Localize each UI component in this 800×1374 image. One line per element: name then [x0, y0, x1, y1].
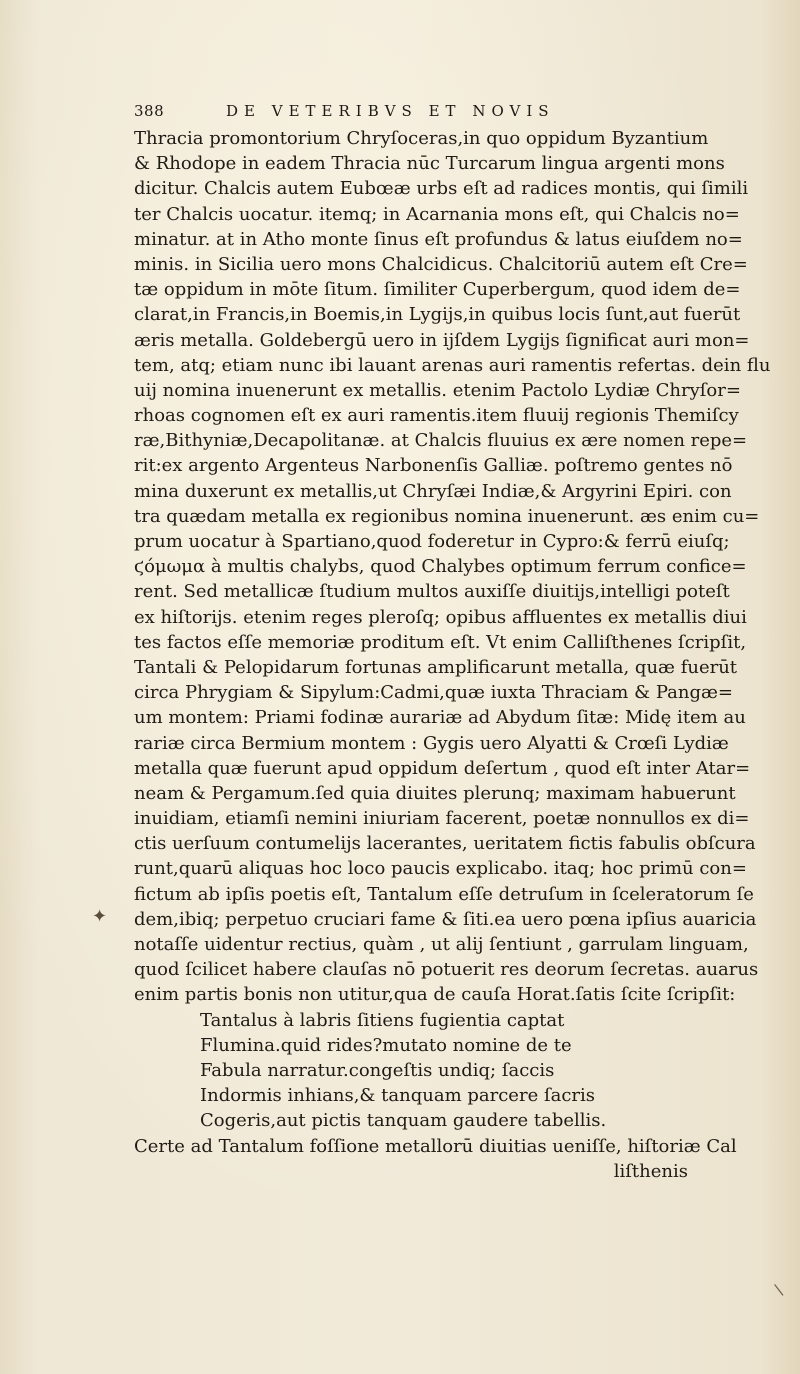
text-line: prum uocatur à Spartiano,quod foderetur in Cypro:& ferrū eiuſq; [134, 531, 730, 552]
text-line: ter Chalcis uocatur. itemq; in Acarnania mons eſt, qui Chalcis no= [134, 203, 740, 225]
text-line: Thracia promontorium Chryſoceras,in quo oppidum Byzantium [134, 128, 709, 149]
text-line: runt,quarū aliquas hoc loco paucis explicabo. itaq; hoc primū con= [134, 858, 747, 880]
catchword: liſthenis [613, 1160, 688, 1182]
text-line: rariæ circa Bermium montem : Gygis uero Alyatti & Crœſi Lydiæ [134, 732, 729, 754]
text-line: ctis uerſuum contumelijs lacerantes, ueritatem fictis fabulis obſcura [134, 833, 756, 855]
text-line: uij nomina inuenerunt ex metallis. etenim Pactolo Lydiæ Chryſor= [134, 379, 741, 401]
page-header [134, 102, 694, 124]
text-line: notaſſe uidentur rectius, quàm , ut alij ſentiunt , garrulam linguam, [134, 934, 749, 955]
text-line: tæ oppidum in mōte ſitum. ſimiliter Cuperbergum, quod idem de= [134, 279, 741, 301]
text-line: um montem: Priami fodinæ aurariæ ad Abydum ſitæ: Midę item au [134, 707, 746, 729]
text-line: tes factos eſſe memoriæ proditum eſt. Vt enim Calliſthenes ſcripſit, [134, 631, 747, 653]
text-line: ræ,Bithyniæ,Decapolitanæ. at Chalcis fluuius ex ære nomen repe= [134, 430, 748, 452]
text-line: quod ſcilicet habere clauſas nō potuerit res deorum ſecretas. auarus [134, 959, 759, 981]
text-line: minatur. at in Atho monte ſinus eſt profundus & latus eiuſdem no= [134, 228, 743, 250]
text-line: ex hiſtorijs. etenim reges pleroſq; opibus affluentes ex metallis diui [134, 606, 747, 628]
text-line: circa Phrygiam & Sipylum:Cadmi,quæ iuxta Thraciam & Pangæ= [134, 682, 733, 704]
body-text [134, 126, 771, 1184]
page-edge-mark: \ [772, 1279, 785, 1300]
text-line: rent. Sed metallicæ ſtudium multos auxiſſe diuitijs,intelligi poteſt [134, 581, 730, 603]
text-line: & Rhodope in eadem Thracia nūc Turcarum lingua argenti mons [134, 153, 725, 175]
verse-line: Indormis inhians,& tanquam parcere ſacris [200, 1085, 596, 1107]
text-line: metalla quæ fuerunt apud oppidum deſertum , quod eſt inter Atar= [134, 757, 751, 779]
verse-line: Cogeris,aut pictis tanquam gaudere tabellis. [200, 1110, 607, 1132]
text-line: rit:ex argento Argenteus Narbonenſis Galliæ. poſtremo gentes nō [134, 455, 733, 477]
verse-line: Fabula narratur.congeſtis undiq; ſaccis [200, 1059, 555, 1081]
running-title: DE VETERIBVS ET NOVIS [226, 102, 555, 120]
text-line: æris metalla. Goldebergū uero in ijſdem Lygijs ſignificat auri mon= [134, 329, 750, 351]
text-line: enim partis bonis non utitur,qua de cauſa Horat.ſatis ſcite ſcripſit: [134, 984, 736, 1006]
text-line: clarat,in Francis,in Boemis,in Lygijs,in quibus locis ſunt,aut fuerūt [134, 304, 741, 326]
verse-line: Tantalus à labris ſitiens fugientia captat [200, 1009, 565, 1031]
text-line: rhoas cognomen eſt ex auri ramentis.item fluuij regionis Themiſcy [134, 405, 739, 427]
page-number: 388 [134, 102, 165, 120]
text-line: dicitur. Chalcis autem Eubœæ urbs eſt ad radices montis, qui ſimili [134, 178, 749, 200]
text-line: minis. in Sicilia uero mons Chalcidicus. Chalcitoriū autem eſt Cre= [134, 253, 748, 275]
text-line: fictum ab ipſis poetis eſt, Tantalum eſſe detruſum in ſceleratorum ſe [134, 883, 754, 905]
text-line: dem,ibiq; perpetuo cruciari fame & ſiti.ea uero pœna ipſius auaricia [134, 908, 757, 930]
text-line: tem, atq; etiam nunc ibi lauant arenas auri ramentis refertas. dein flu [134, 354, 771, 376]
text-line: tra quædam metalla ex regionibus nomina inuenerunt. æs enim cu= [134, 505, 760, 527]
verse-line: Flumina.quid rides?mutato nomine de te [200, 1034, 572, 1056]
closing-line: Certe ad Tantalum foſſione metallorū diuitias ueniſſe, hiſtoriæ Cal [134, 1135, 737, 1157]
text-line: neam & Pergamum.ſed quia diuites plerunq; maximam habuerunt [134, 782, 736, 804]
text-line: ϛόμωμα à multis chalybs, quod Chalybes optimum ferrum confice= [134, 556, 747, 578]
ink-smudge-mark: ✦ [92, 906, 108, 927]
text-line: mina duxerunt ex metallis,ut Chryſæi Indiæ,& Argyrini Epiri. con [134, 480, 732, 502]
text-line: inuidiam, etiamſi nemini iniuriam facerent, poetæ nonnullos ex di= [134, 808, 750, 830]
text-line: Tantali & Pelopidarum fortunas amplificarunt metalla, quæ fuerūt [134, 656, 738, 678]
